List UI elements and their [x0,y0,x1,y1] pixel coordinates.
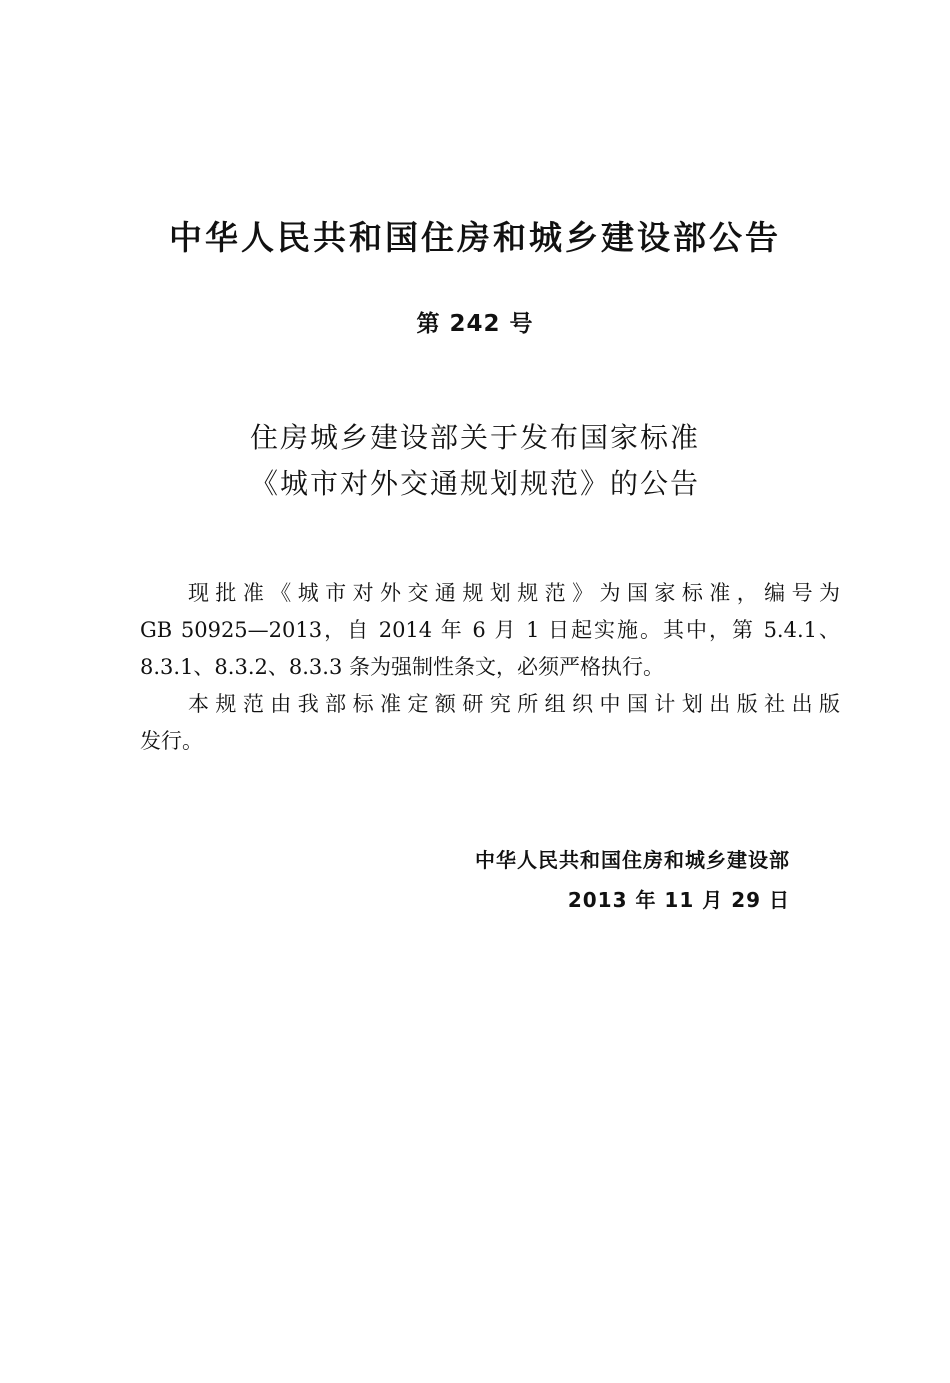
paragraph-line: 现批准《城市对外交通规划规范》为国家标准，编号为 [188,581,840,605]
issue-date: 2013 年 11 月 29 日 [567,888,790,912]
paragraph-line: 本规范由我部标准定额研究所组织中国计划出版社出版 [188,692,840,716]
paragraph-approval [140,575,840,686]
paragraph-line: 发行。 [140,729,203,753]
announcement-title: 中华人民共和国住房和城乡建设部公告 [169,218,781,257]
subject-line-2: 《城市对外交通规划规范》的公告 [249,467,700,500]
announcement-body [140,575,840,760]
paragraph-publishing [140,686,840,760]
signature-block [380,840,790,920]
subject-line-1: 住房城乡建设部关于发布国家标准 [249,421,700,454]
issuing-authority: 中华人民共和国住房和城乡建设部 [475,848,790,872]
paragraph-line: GB 50925—2013，自 2014 年 6 月 1 日起实施。其中，第 5.4.1、 [140,618,840,642]
paragraph-line: 8.3.1、8.3.2、8.3.3 条为强制性条文，必须严格执行。 [140,655,664,679]
announcement-subject [0,415,950,507]
announcement-number: 第 242 号 [416,311,534,337]
